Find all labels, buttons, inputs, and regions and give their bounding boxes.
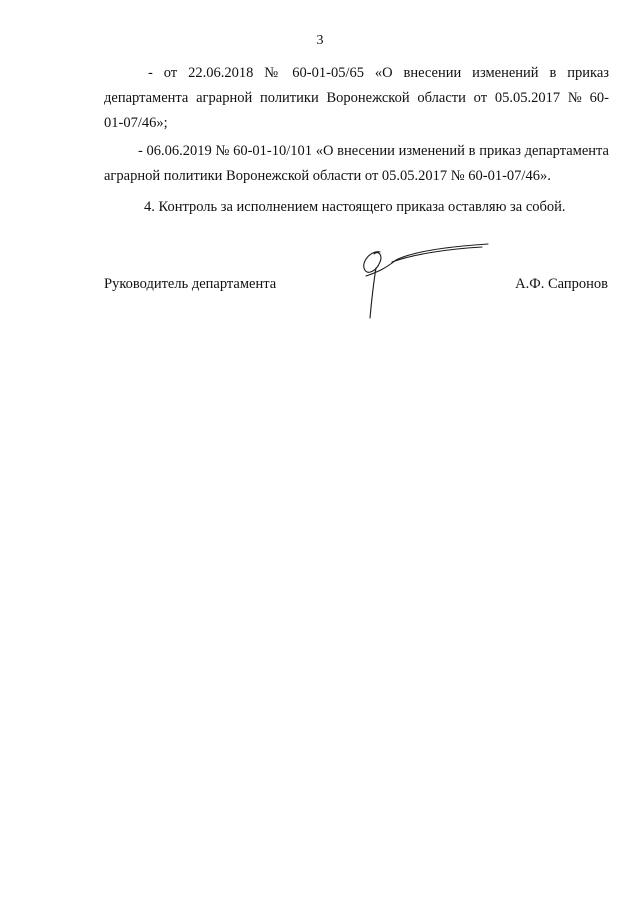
signature-loop-stroke bbox=[364, 252, 381, 273]
signature-flourish-stroke bbox=[366, 244, 488, 276]
amendment-item-2018: - от 22.06.2018 № 60-01-05/65 «О внесении изменений в приказ департамента аграрной политики Воронежской области от 05.05.2017 № 60-01-07/46»; bbox=[104, 65, 609, 131]
signatory-position: Руководитель департамента bbox=[104, 276, 277, 292]
page-number: 3 bbox=[316, 33, 324, 48]
amendment-item-2019: - 06.06.2019 № 60-01-10/101 «О внесении изменений в приказ департамента аграрной политики Воронежской области от 05.05.2017 № 60-01-07/46». bbox=[104, 143, 609, 184]
signature-descender-stroke bbox=[370, 268, 376, 318]
handwritten-signature-icon bbox=[352, 238, 492, 322]
control-clause: 4. Контроль за исполнением настоящего приказа оставляю за собой. bbox=[144, 199, 566, 215]
signatory-name: А.Ф. Сапронов bbox=[515, 276, 608, 292]
